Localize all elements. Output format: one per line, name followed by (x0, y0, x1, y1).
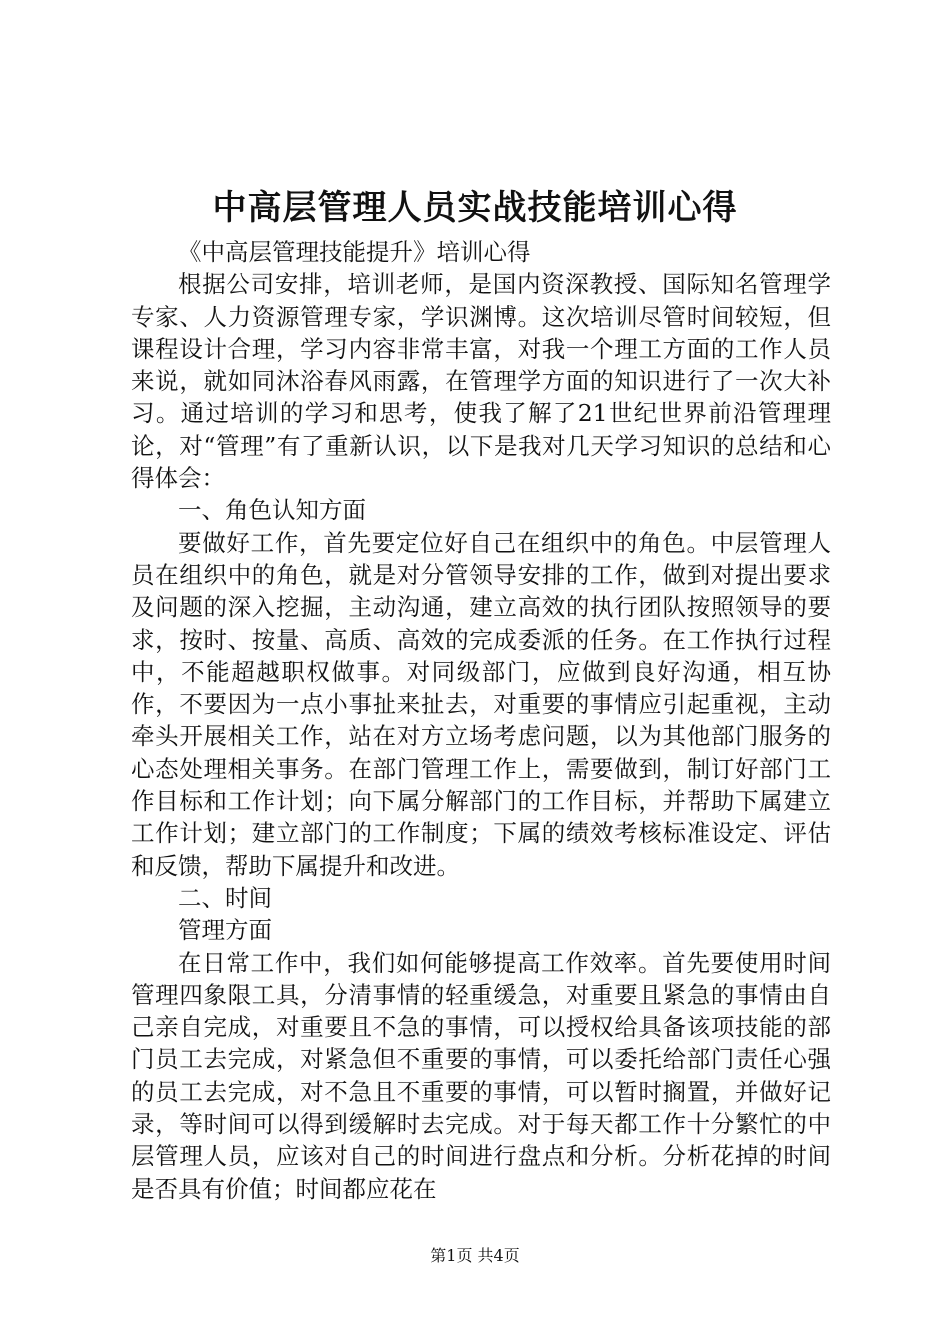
section-heading-time-cont: 管理方面 (178, 916, 272, 945)
paragraph-intro: 根据公司安排，培训老师，是国内资深教授、国际知名管理学专家、人力资源管理专家，学识渊博。这次培训尽管时间较短，但课程设计合理，学习内容非常丰富，对我一个理工方面的工作人员来说，就如同沐浴春风雨露，在管理学方面的知识进行了一次大补习。通过培训的学习和思考，使我了解了21世纪世界前沿管理理论，对“管理”有了重新认识，以下是我对几天学习知识的总结和心得体会： (131, 270, 831, 493)
paragraph-time: 在日常工作中，我们如何能够提高工作效率。首先要使用时间管理四象限工具，分清事情的轻重缓急，对重要且紧急的事情由自己亲自完成，对重要且不急的事情，可以授权给具备该项技能的部门员工去完成，对紧急但不重要的事情，可以委托给部门责任心强的员工去完成，对不急且不重要的事情，可以暂时搁置，并做好记录，等时间可以得到缓解时去完成。对于每天都工作十分繁忙的中层管理人员，应该对自己的时间进行盘点和分析。分析花掉的时间是否具有价值；时间都应花在 (131, 948, 831, 1203)
document-body (131, 236, 831, 1205)
paragraph-subtitle: 《中高层管理技能提升》培训心得 (178, 238, 531, 266)
section-heading-time: 二、时间 (178, 883, 272, 912)
page-number: 第1页 共4页 (430, 1246, 520, 1265)
paragraph-role: 要做好工作，首先要定位好自己在组织中的角色。中层管理人员在组织中的角色，就是对分管领导安排的工作，做到对提出要求及问题的深入挖掘，主动沟通，建立高效的执行团队按照领导的要求，按时、按量、高质、高效的完成委派的任务。在工作执行过程中，不能超越职权做事。对同级部门，应做到良好沟通，相互协作，不要因为一点小事扯来扯去，对重要的事情应引起重视，主动牵头开展相关工作，站在对方立场考虑问题，以为其他部门服务的心态处理相关事务。在部门管理工作上，需要做到，制订好部门工作目标和工作计划；向下属分解部门的工作目标，并帮助下属建立工作计划；建立部门的工作制度；下属的绩效考核标准设定、评估和反馈，帮助下属提升和改进。 (131, 528, 831, 880)
document-title: 中高层管理人员实战技能培训心得 (212, 188, 738, 228)
section-heading-role: 一、角色认知方面 (178, 496, 366, 525)
